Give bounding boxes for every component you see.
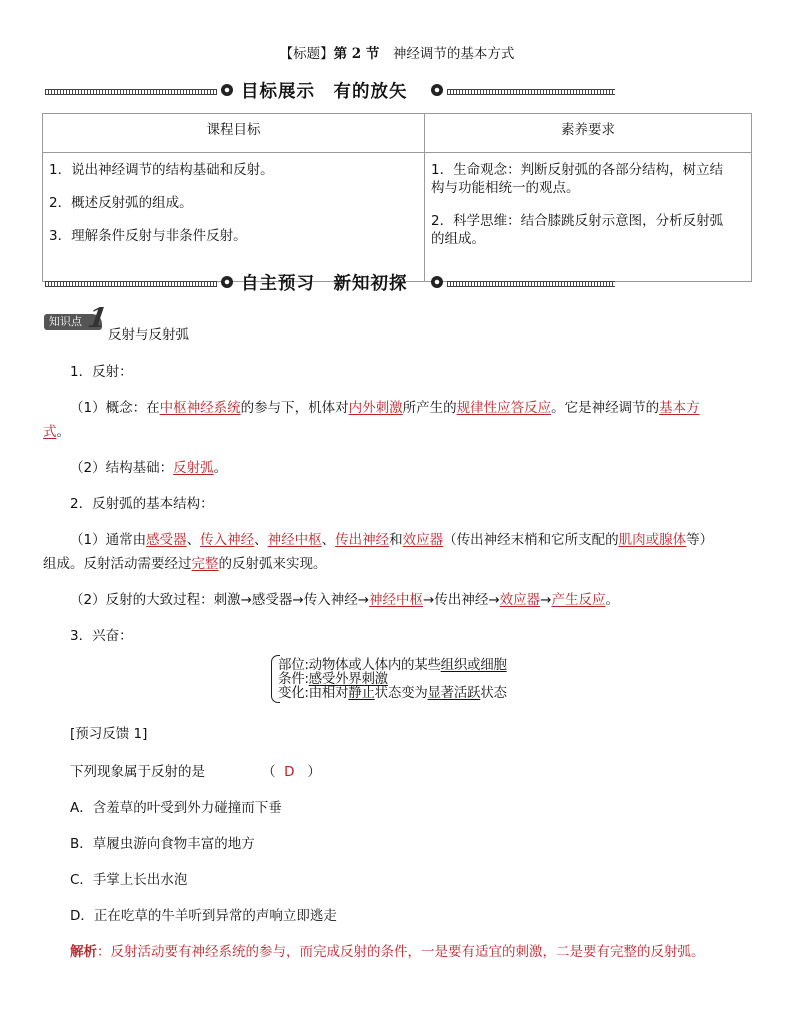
s3-heading: 3．兴奋： bbox=[70, 628, 133, 644]
knowledge-point-title: 反射与反射弧 bbox=[108, 327, 189, 343]
text: 和 bbox=[389, 532, 403, 548]
s1-heading: 1．反射： bbox=[70, 364, 133, 380]
text: 。它是神经调节的 bbox=[551, 400, 660, 416]
answer-blank: 神经中枢 bbox=[267, 532, 322, 548]
text: ） bbox=[307, 764, 321, 780]
answer-blank: 内外刺激 bbox=[348, 400, 403, 416]
knowledge-point-number: 1 bbox=[85, 303, 109, 334]
text: 。 bbox=[605, 592, 619, 608]
literacy-item bbox=[431, 161, 745, 197]
answer-bracket bbox=[262, 760, 321, 780]
goals-col1-header: 课程目标 bbox=[43, 114, 425, 153]
analysis bbox=[70, 940, 705, 960]
excitation-location bbox=[278, 658, 507, 672]
answer-blank: 完整 bbox=[191, 556, 219, 572]
literacy-item bbox=[431, 212, 745, 248]
title-text: 神经调节的基本方式 bbox=[392, 46, 515, 62]
goal-item: 3．理解条件反射与非条件反射。 bbox=[49, 228, 247, 244]
banner-dot-left-icon bbox=[221, 276, 233, 288]
answer-blank: 传出神经 bbox=[335, 532, 390, 548]
answer-blank: 规律性应答反应 bbox=[456, 400, 552, 416]
goals-col1-cell bbox=[43, 153, 425, 282]
text: 。 bbox=[213, 460, 228, 476]
answer-blank: 静止 bbox=[348, 685, 375, 701]
answer-blank: 反射弧 bbox=[173, 460, 214, 476]
title-tag: 【标题】 bbox=[279, 46, 334, 62]
answer-blank: 效应器 bbox=[402, 532, 444, 548]
goal-item: 2．概述反射弧的组成。 bbox=[49, 195, 193, 211]
banner-dot-right-icon bbox=[431, 84, 443, 96]
s2-heading: 2．反射弧的基本结构： bbox=[70, 496, 214, 512]
text: 部位: bbox=[278, 657, 309, 673]
text: （传出神经末梢和它所支配的 bbox=[443, 532, 619, 548]
answer-blank: 感受外界刺激 bbox=[308, 671, 388, 687]
answer-blank: 传入神经 bbox=[200, 532, 255, 548]
title-section: 第 2 节 bbox=[333, 46, 380, 62]
answer-blank: 组织或细胞 bbox=[440, 657, 507, 673]
question-stem: 下列现象属于反射的是 bbox=[70, 764, 205, 780]
literacy-item-line: 构与功能相统一的观点。 bbox=[431, 180, 580, 196]
text: 、 bbox=[321, 532, 336, 548]
answer-blank: 感受器 bbox=[146, 532, 187, 548]
text: 条件: bbox=[278, 671, 309, 687]
text: 变化: bbox=[278, 685, 309, 701]
banner-rail-left bbox=[45, 281, 217, 287]
text: （1）概念：在 bbox=[70, 400, 160, 416]
feedback-label: [预习反馈 1] bbox=[70, 726, 148, 742]
analysis-text: ：反射活动要有神经系统的参与，而完成反射的条件，一是要有适宜的刺激，二是要有完整的反射弧。 bbox=[97, 944, 705, 960]
s1-concept bbox=[70, 396, 700, 416]
text: 的反射弧来实现。 bbox=[218, 556, 327, 572]
literacy-item-line: 的组成。 bbox=[431, 231, 485, 247]
text: 组成。反射活动需要经过 bbox=[43, 556, 192, 572]
goal-item: 1．说出神经调节的结构基础和反射。 bbox=[49, 162, 274, 178]
s2-composition-cont bbox=[43, 552, 327, 572]
answer-blank: 显著活跃 bbox=[427, 685, 481, 701]
text: 。 bbox=[56, 424, 70, 440]
excitation-change bbox=[278, 686, 507, 700]
option-d: D．正在吃草的牛羊听到异常的声响立即逃走 bbox=[70, 908, 337, 924]
section-banner-preview bbox=[45, 272, 615, 294]
s1-basis bbox=[70, 456, 227, 476]
answer-blank: 产生反应 bbox=[551, 592, 606, 608]
banner-rail-right bbox=[447, 89, 615, 95]
answer-blank: 中枢神经系统 bbox=[159, 400, 241, 416]
text: 等） bbox=[686, 532, 714, 548]
goals-table bbox=[42, 113, 752, 282]
banner-title: 自主预习 新知初探 bbox=[241, 274, 408, 294]
text: 状态变为 bbox=[374, 685, 428, 701]
page-title bbox=[0, 42, 794, 62]
s2-composition bbox=[70, 528, 713, 548]
text: 、 bbox=[254, 532, 268, 548]
literacy-item-line: 1．生命观念：判断反射弧的各部分结构，树立结 bbox=[431, 162, 724, 178]
banner-rail-left bbox=[45, 89, 217, 95]
text: →传出神经→ bbox=[423, 592, 500, 608]
banner-dot-left-icon bbox=[221, 84, 233, 96]
text: 动物体或人体内的某些 bbox=[308, 657, 441, 673]
text: 、 bbox=[186, 532, 201, 548]
text: 由相对 bbox=[308, 685, 349, 701]
option-a: A．含羞草的叶受到外力碰撞而下垂 bbox=[70, 800, 282, 816]
analysis-label: 解析 bbox=[70, 944, 97, 960]
literacy-item-line: 2．科学思维：结合膝跳反射示意图，分析反射弧 bbox=[431, 213, 724, 229]
text: → bbox=[540, 592, 552, 608]
text: （2）结构基础： bbox=[70, 460, 174, 476]
answer-blank: 基本方 bbox=[659, 400, 700, 416]
s2-process bbox=[70, 588, 619, 608]
answer-blank: 式 bbox=[43, 424, 57, 440]
answer-blank: 神经中枢 bbox=[369, 592, 424, 608]
s1-concept-cont bbox=[43, 420, 70, 440]
banner-title: 目标展示 有的放矢 bbox=[241, 82, 408, 102]
banner-rail-right bbox=[447, 281, 615, 287]
section-banner-goals bbox=[45, 80, 615, 102]
option-b: B．草履虫游向食物丰富的地方 bbox=[70, 836, 255, 852]
text: 所产生的 bbox=[402, 400, 457, 416]
answer-blank: 效应器 bbox=[499, 592, 541, 608]
text: 状态 bbox=[480, 685, 507, 701]
answer-blank: 肌肉或腺体 bbox=[618, 532, 687, 548]
goals-col2-header: 素养要求 bbox=[425, 114, 752, 153]
text: （ bbox=[262, 764, 276, 780]
goals-col2-cell bbox=[425, 153, 752, 282]
text: （2）反射的大致过程：刺激→感受器→传入神经→ bbox=[70, 592, 370, 608]
knowledge-point-badge: 知识点 bbox=[44, 314, 102, 330]
banner-dot-right-icon bbox=[431, 276, 443, 288]
text: 的参与下，机体对 bbox=[240, 400, 349, 416]
excitation-condition bbox=[278, 672, 388, 686]
answer-letter: D bbox=[284, 764, 295, 780]
text: （1）通常由 bbox=[70, 532, 147, 548]
option-c: C．手掌上长出水泡 bbox=[70, 872, 188, 888]
